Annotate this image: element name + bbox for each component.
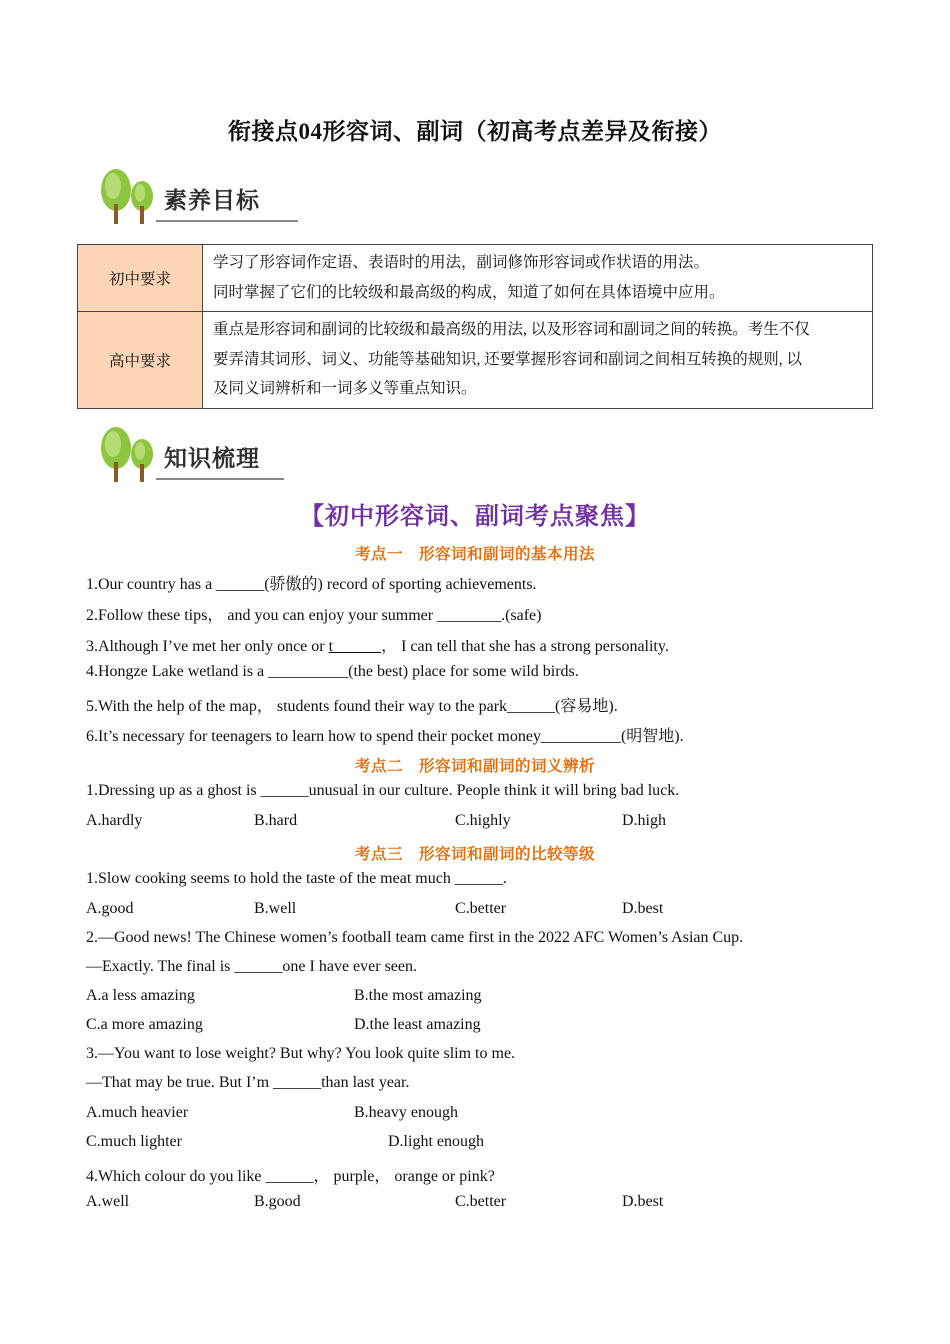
table-text: 要弄清其词形、词义、功能等基础知识, 还要掌握形容词和副词之间相互转换的规则, 以	[213, 350, 803, 368]
kp3-q2-line1: 2.—Good news! The Chinese women’s football team came first in the 2022 AFC Women’s Asian Cup.	[86, 929, 744, 946]
table-text: 及同义词辨析和一词多义等重点知识。	[213, 380, 477, 397]
option-b: B.well	[254, 900, 297, 917]
q-text: 3.Although I’ve met her only once or	[86, 638, 329, 655]
table-text: 学习了形容词作定语、表语时的用法，副词修饰形容词或作状语的用法。	[213, 254, 710, 271]
kp1-q1: 1.Our country has a ______(骄傲的) record of sporting achievements.	[86, 576, 537, 593]
kp3-q4: 4.Which colour do you like ______， purple， orange or pink?	[86, 1168, 495, 1185]
kp2-q1: 1.Dressing up as a ghost is ______unusual in our culture. People think it will bring bad luck.	[86, 782, 680, 799]
option-a: A.well	[86, 1193, 130, 1210]
badge-underline	[156, 220, 298, 222]
option-b: B.good	[254, 1193, 301, 1210]
option-b: B.hard	[254, 812, 298, 829]
section-badge-goals	[96, 166, 306, 226]
option-d: D.the least amazing	[354, 1016, 481, 1033]
kp1-q4: 4.Hongze Lake wetland is a __________(the best) place for some wild birds.	[86, 663, 579, 680]
row-body	[203, 245, 873, 312]
option-b: B.the most amazing	[354, 987, 482, 1004]
option-c: C.better	[455, 1193, 507, 1210]
option-c: C.better	[455, 900, 507, 917]
q-blank: t______	[328, 638, 382, 655]
option-a: A.hardly	[86, 812, 143, 829]
requirements-table	[77, 244, 873, 409]
option-a: A.much heavier	[86, 1104, 189, 1121]
kp3-title: 考点三 形容词和副词的比较等级	[354, 846, 595, 863]
option-a: A.good	[86, 900, 134, 917]
table-row	[78, 312, 873, 409]
section-badge-knowledge	[96, 424, 292, 484]
kp1-q2: 2.Follow these tips， and you can enjoy your summer ________.(safe)	[86, 607, 542, 624]
option-c: C.highly	[455, 812, 511, 829]
option-c: C.a more amazing	[86, 1016, 203, 1033]
tree-icon	[96, 166, 160, 226]
option-b: B.heavy enough	[354, 1104, 458, 1121]
kp3-q1: 1.Slow cooking seems to hold the taste of the meat much ______.	[86, 870, 507, 887]
kp1-q3	[86, 633, 669, 656]
option-c: C.much lighter	[86, 1133, 182, 1150]
option-d: D.light enough	[388, 1133, 484, 1150]
tree-icon	[96, 424, 160, 484]
kp2-title: 考点二 形容词和副词的词义辨析	[354, 758, 595, 775]
kp3-q3-line2: —That may be true. But I’m ______than last year.	[86, 1074, 410, 1091]
badge-label: 素养目标	[164, 188, 260, 214]
option-d: D.best	[622, 1193, 664, 1210]
row-body	[203, 312, 873, 409]
row-header: 高中要求	[78, 312, 203, 409]
badge-label: 知识梳理	[164, 446, 260, 472]
option-a: A.a less amazing	[86, 987, 195, 1004]
option-d: D.best	[622, 900, 664, 917]
badge-underline	[156, 478, 284, 480]
option-d: D.high	[622, 812, 666, 829]
table-row	[78, 245, 873, 312]
kp3-q2-line2: —Exactly. The final is ______one I have ever seen.	[86, 958, 417, 975]
table-text: 同时掌握了它们的比较级和最高级的构成，知道了如何在具体语境中应用。	[213, 283, 725, 301]
section-title: 【初中形容词、副词考点聚焦】	[300, 504, 650, 530]
kp1-q6: 6.It’s necessary for teenagers to learn how to spend their pocket money__________(明智地).	[86, 728, 684, 745]
table-text: 重点是形容词和副词的比较级和最高级的用法, 以及形容词和副词之间的转换。考生不仅	[213, 321, 810, 338]
row-header: 初中要求	[78, 245, 203, 312]
kp3-q3-line1: 3.—You want to lose weight? But why? You look quite slim to me.	[86, 1045, 516, 1062]
kp1-q5: 5.With the help of the map， students found their way to the park______(容易地).	[86, 698, 618, 715]
kp1-title: 考点一 形容词和副词的基本用法	[354, 546, 595, 563]
page-title: 衔接点04形容词、副词（初高考点差异及衔接）	[228, 119, 722, 144]
q-text: ， I can tell that she has a strong personality.	[381, 638, 669, 655]
